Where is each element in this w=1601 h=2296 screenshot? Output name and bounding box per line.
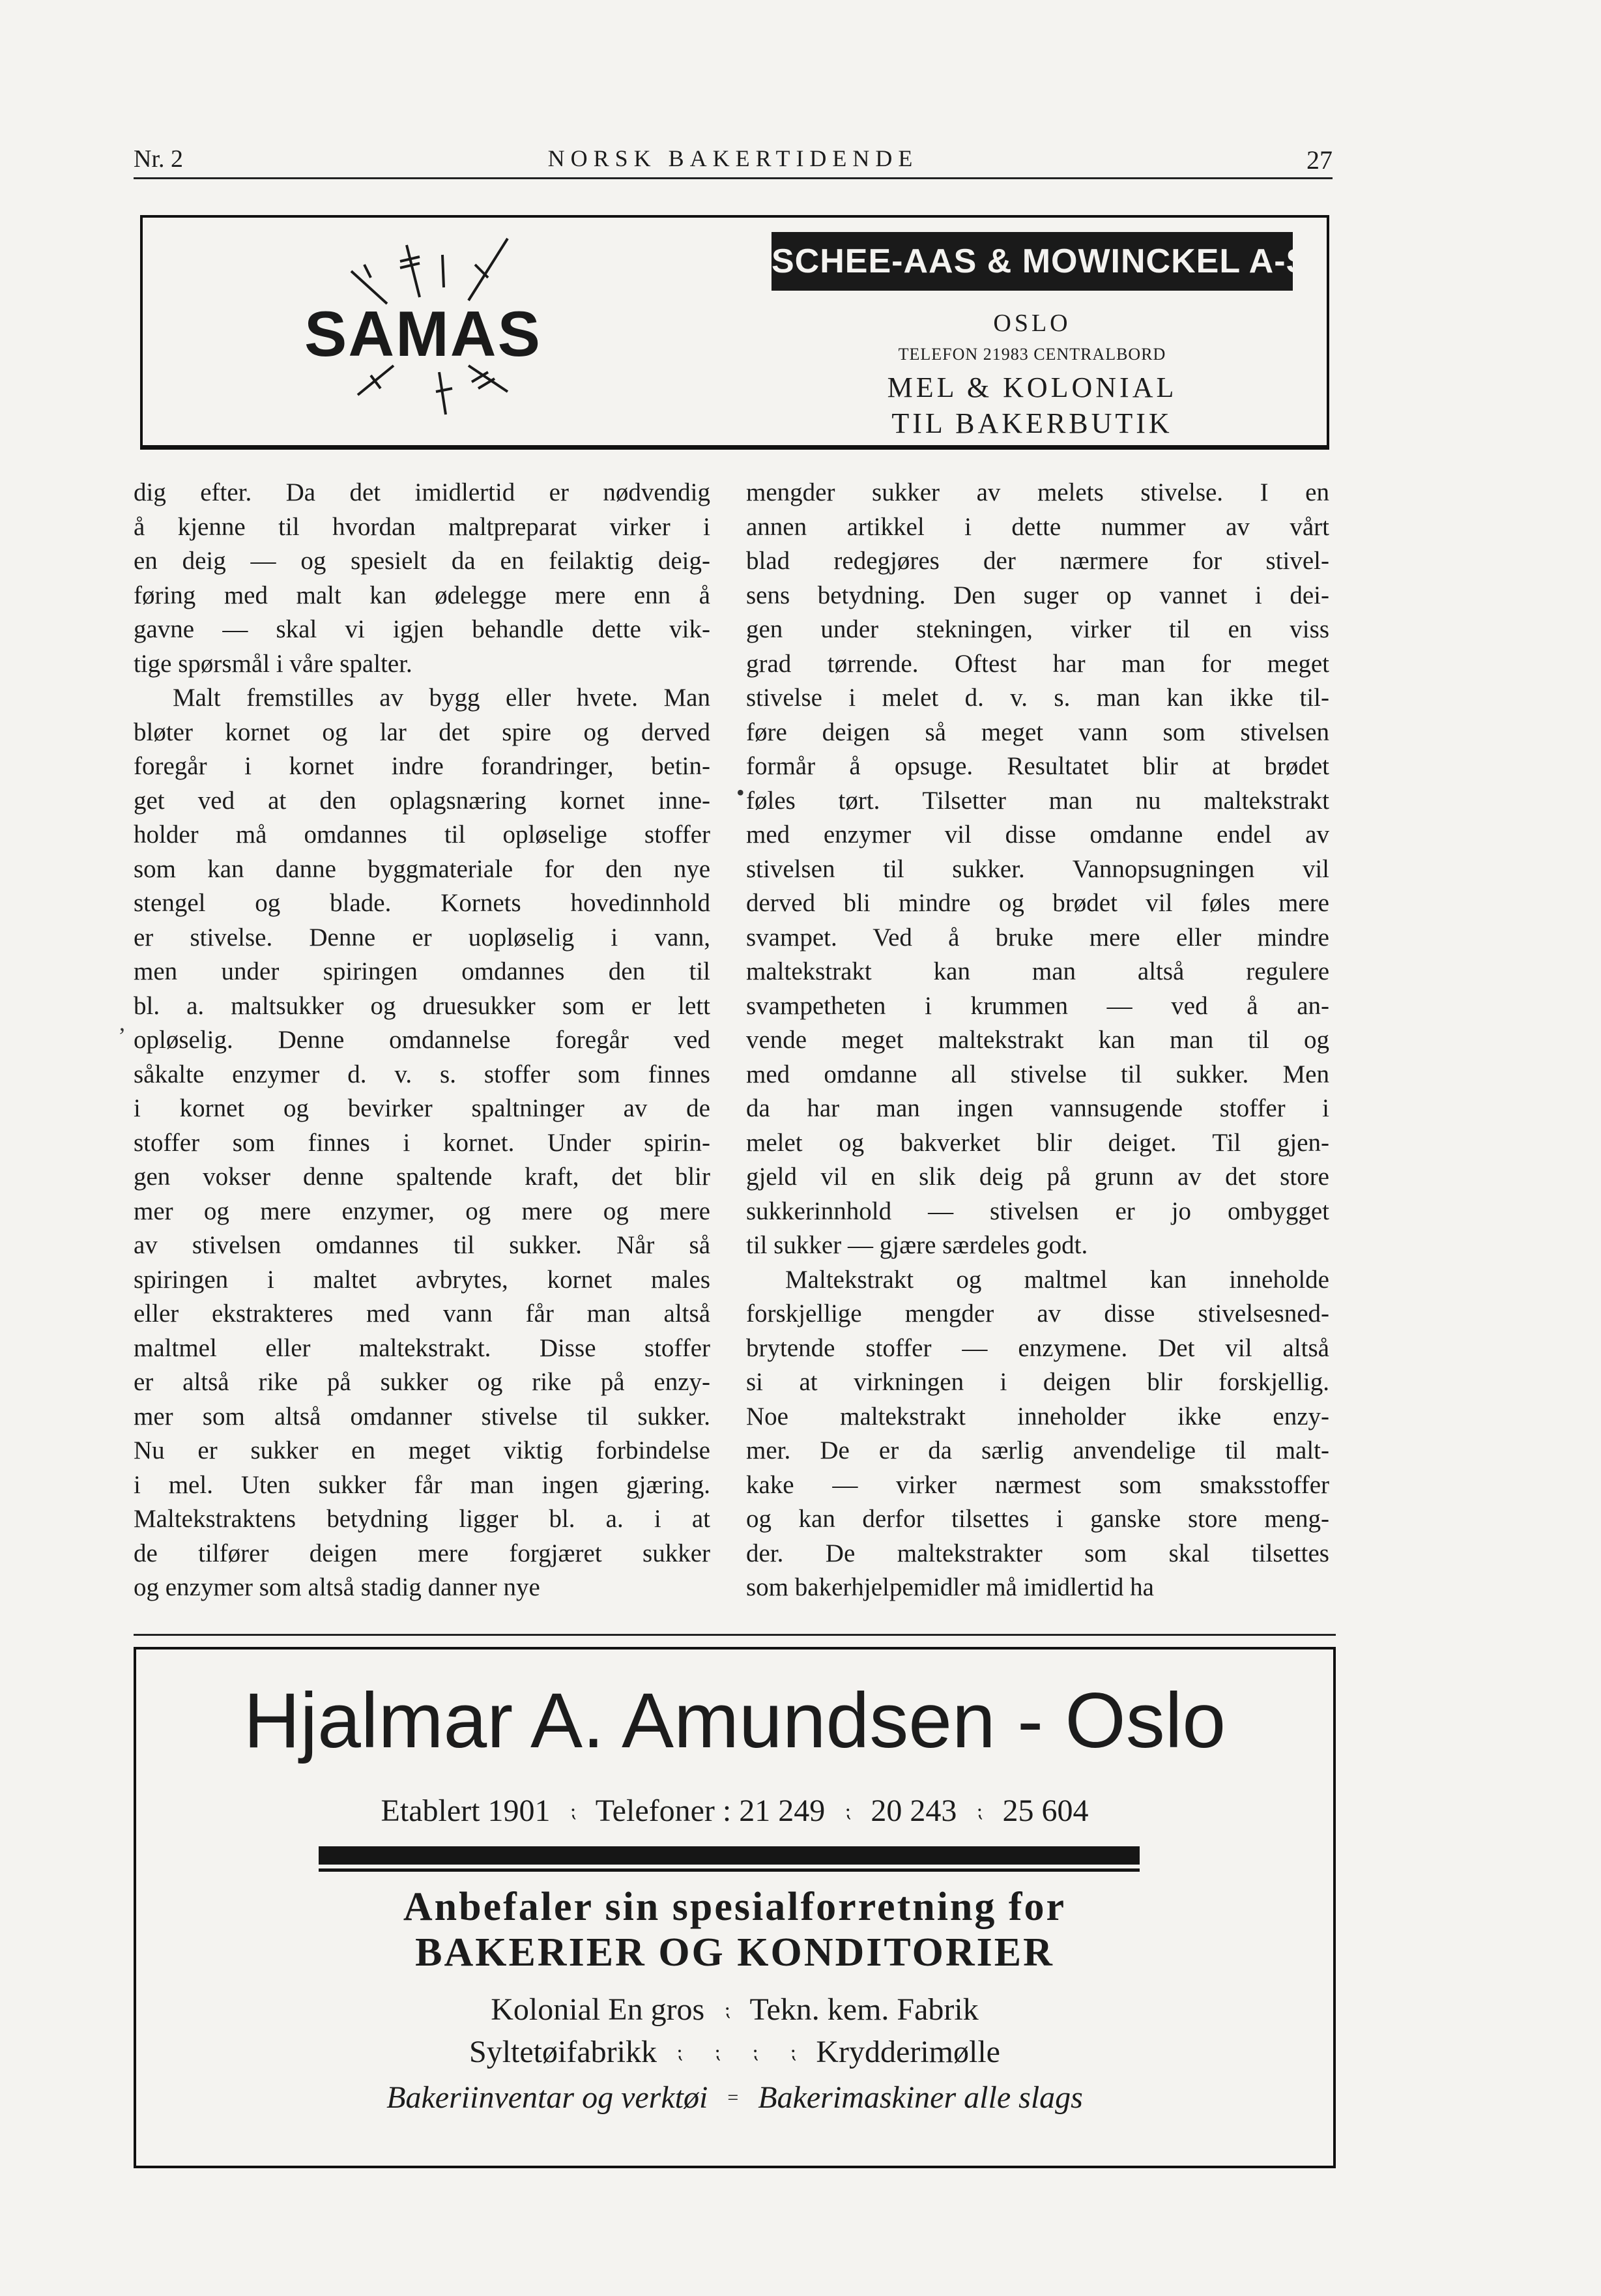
- stray-mark: •: [736, 779, 745, 806]
- text-line: mer som altså omdanner stivelse til sukker.: [134, 1402, 710, 1431]
- separator: ⁏: [844, 1800, 852, 1822]
- text-line: å kjenne til hvordan maltpreparat virker i: [134, 512, 710, 541]
- text-line: til sukker — gjære særdeles godt.: [746, 1231, 1088, 1259]
- text-line: Malt fremstilles av bygg eller hvete. Man: [173, 684, 710, 712]
- text-line: annen artikkel i dette nummer av vårt: [746, 512, 1329, 541]
- samas-logo-text: SAMAS: [304, 298, 541, 370]
- phone-2: 20 243: [871, 1794, 957, 1828]
- text-line: med omdanne all stivelse til sukker. Men: [746, 1060, 1329, 1088]
- text-line: eller ekstrakteres med vann får man altså: [134, 1300, 710, 1328]
- text-line: derved bli mindre og brødet vil føles mere: [746, 889, 1329, 917]
- krydder-text: Krydderimølle: [816, 2035, 1000, 2069]
- separator: ⁏: [570, 1800, 577, 1822]
- article-column-right: [746, 476, 1329, 1605]
- text-line: føre deigen så meget vann som stivelsen: [746, 718, 1329, 746]
- text-line: kake — virker nærmest som smaksstoffer: [746, 1470, 1329, 1499]
- text-line: Maltekstraktens betydning ligger bl. a. i at: [134, 1505, 710, 1533]
- text-line: med enzymer vil disse omdanne endel av: [746, 821, 1329, 849]
- publication-title: NORSK BAKERTIDENDE: [547, 145, 919, 171]
- text-line: av stivelsen omdannes til sukker. Når så: [134, 1231, 710, 1259]
- schee-mowinckel-banner: [772, 232, 1310, 291]
- text-line: er altså rike på sukker og rike på enzy-: [134, 1368, 710, 1396]
- text-line: blad redegjøres der nærmere for stivel-: [746, 547, 1329, 575]
- separator: ⁏: [714, 2041, 721, 2063]
- established-year: Etablert 1901: [381, 1794, 551, 1828]
- kolonial-text: Kolonial En gros: [491, 1992, 705, 2027]
- text-line: maltekstrakt kan man altså regulere: [746, 957, 1329, 985]
- text-line: dig efter. Da det imidlertid er nødvendig: [134, 478, 710, 506]
- text-line: såkalte enzymer d. v. s. stoffer som finnes: [134, 1060, 710, 1088]
- company-city: OSLO: [993, 310, 1071, 337]
- separator: ⁏: [790, 2041, 797, 2063]
- top-advertisement: [140, 215, 1329, 450]
- phone-1: 21 249: [739, 1794, 826, 1828]
- text-line: mer. De er da særlig anvendelige til malt-: [746, 1436, 1329, 1464]
- ad-bakeries-line: BAKERIER OG KONDITORIER: [415, 1930, 1054, 1975]
- text-line: formår å opsuge. Resultatet blir at brødet: [746, 752, 1329, 780]
- text-line: i kornet og bevirker spaltninger av de: [134, 1094, 710, 1122]
- text-line: forskjellige mengder av disse stivelsesned-: [746, 1300, 1329, 1328]
- company-name: SCHEE-AAS & MOWINCKEL A-S: [772, 242, 1310, 280]
- text-line: stengel og blade. Kornets hovedinnhold: [134, 889, 710, 917]
- bottom-rule: [134, 1634, 1336, 1636]
- tekn-text: Tekn. kem. Fabrik: [749, 1992, 979, 2027]
- separator: ⁏: [676, 2041, 684, 2063]
- company-tagline-2: TIL BAKERBUTIK: [891, 407, 1173, 439]
- separator: ⁏: [976, 1800, 983, 1822]
- company-phone: TELEFON 21983 CENTRALBORD: [898, 345, 1166, 364]
- text-line: mer og mere enzymer, og mere og mere: [134, 1197, 710, 1225]
- text-line: der. De maltekstrakter som skal tilsettes: [746, 1539, 1329, 1567]
- text-line: Nu er sukker en meget viktig forbindelse: [134, 1436, 710, 1464]
- ad-thin-rule: [319, 1868, 1140, 1872]
- text-line: gen under stekningen, virker til en viss: [746, 615, 1329, 643]
- text-line: stivelsen til sukker. Vannopsugningen vil: [746, 854, 1329, 883]
- text-line: føring med malt kan ødelegge mere enn å: [134, 581, 710, 609]
- text-line: melet og bakverket blir deiget. Til gjen-: [746, 1128, 1329, 1157]
- text-line: mengder sukker av melets stivelse. I en: [746, 478, 1329, 506]
- text-line: en deig — og spesielt da en feilaktig deig-: [134, 547, 710, 575]
- text-line: tige spørsmål i våre spalter.: [134, 649, 412, 678]
- text-line: bl. a. maltsukker og druesukker som er lett: [134, 991, 710, 1020]
- text-line: stoffer som finnes i kornet. Under spirin-: [134, 1128, 710, 1157]
- ad-row-kolonial: [136, 1992, 1333, 2027]
- text-line: de tilfører deigen mere forgjæret sukker: [134, 1539, 710, 1567]
- ad-row-inventar: [136, 2080, 1333, 2115]
- text-line: føles tørt. Tilsetter man nu maltekstrakt: [746, 786, 1329, 815]
- text-line: brytende stoffer — enzymene. Det vil altså: [746, 1333, 1329, 1362]
- text-line: sukkerinnhold — stivelsen er jo ombygget: [746, 1197, 1329, 1225]
- text-line: svampet. Ved å bruke mere eller mindre: [746, 923, 1329, 952]
- text-line: holder må omdannes til opløselige stoffer: [134, 821, 710, 849]
- text-line: som kan danne byggmateriale for den nye: [134, 854, 710, 883]
- header-rule: [134, 177, 1333, 179]
- text-line: gjeld vil en slik deig på grunn av det store: [746, 1163, 1329, 1191]
- text-line: da har man ingen vannsugende stoffer i: [746, 1094, 1329, 1122]
- text-line: bløter kornet og lar det spire og derved: [134, 718, 710, 746]
- phones-label: Telefoner :: [595, 1794, 732, 1828]
- text-line: svampetheten i krummen — ved å an-: [746, 991, 1329, 1020]
- maskiner-text: Bakerimaskiner alle slags: [758, 2080, 1083, 2115]
- text-line: gen vokser denne spaltende kraft, det blir: [134, 1163, 710, 1191]
- ad-established-line: [136, 1793, 1333, 1829]
- stray-mark: ,: [119, 1010, 125, 1036]
- text-line: get ved at den oplagsnæring kornet inne-: [134, 786, 710, 815]
- text-line: opløselig. Denne omdannelse foregår ved: [134, 1026, 710, 1054]
- text-line: Maltekstrakt og maltmel kan inneholde: [785, 1265, 1329, 1294]
- phone-3: 25 604: [1002, 1794, 1089, 1828]
- separator: =: [727, 2087, 739, 2108]
- text-line: si at virkningen i deigen blir forskjellig.: [746, 1368, 1329, 1396]
- text-line: foregår i kornet indre forandringer, betin-: [134, 752, 710, 780]
- text-line: men under spiringen omdannes den til: [134, 957, 710, 985]
- text-line: er stivelse. Denne er uopløselig i vann,: [134, 923, 710, 952]
- separator: ⁏: [752, 2041, 759, 2063]
- inventar-text: Bakeriinventar og verktøi: [386, 2080, 708, 2115]
- text-line: i mel. Uten sukker får man ingen gjæring.: [134, 1470, 710, 1499]
- text-line: grad tørrende. Oftest har man for meget: [746, 649, 1329, 678]
- ad-thick-rule: [319, 1846, 1140, 1865]
- ad-recommend-line: Anbefaler sin spesialforretning for: [403, 1885, 1067, 1929]
- text-line: stivelse i melet d. v. s. man kan ikke til-: [746, 684, 1329, 712]
- text-line: gavne — skal vi igjen behandle dette vik-: [134, 615, 710, 643]
- text-line: og kan derfor tilsettes i ganske store meng-: [746, 1505, 1329, 1533]
- text-line: sens betydning. Den suger op vannet i dei-: [746, 581, 1329, 609]
- ad-row-sylte: [136, 2034, 1333, 2070]
- text-line: som bakerhjelpemidler må imidlertid ha: [746, 1573, 1154, 1601]
- issue-number: Nr. 2: [134, 145, 183, 173]
- ad-company-name: Hjalmar A. Amundsen - Oslo: [243, 1677, 1226, 1764]
- page-number: 27: [1306, 145, 1333, 175]
- text-line: Noe maltekstrakt inneholder ikke enzy-: [746, 1402, 1329, 1431]
- company-tagline-1: MEL & KOLONIAL: [887, 371, 1177, 403]
- sylte-text: Syltetøifabrikk: [469, 2035, 657, 2069]
- text-line: vende meget maltekstrakt kan man til og: [746, 1026, 1329, 1054]
- samas-logo: [273, 225, 573, 434]
- text-line: spiringen i maltet avbrytes, kornet males: [134, 1265, 710, 1294]
- amundsen-advertisement: [134, 1647, 1336, 2168]
- text-line: maltmel eller maltekstrakt. Disse stoffer: [134, 1333, 710, 1362]
- article-column-left: [134, 476, 710, 1605]
- separator: ⁏: [724, 1999, 731, 2020]
- text-line: og enzymer som altså stadig danner nye: [134, 1573, 540, 1601]
